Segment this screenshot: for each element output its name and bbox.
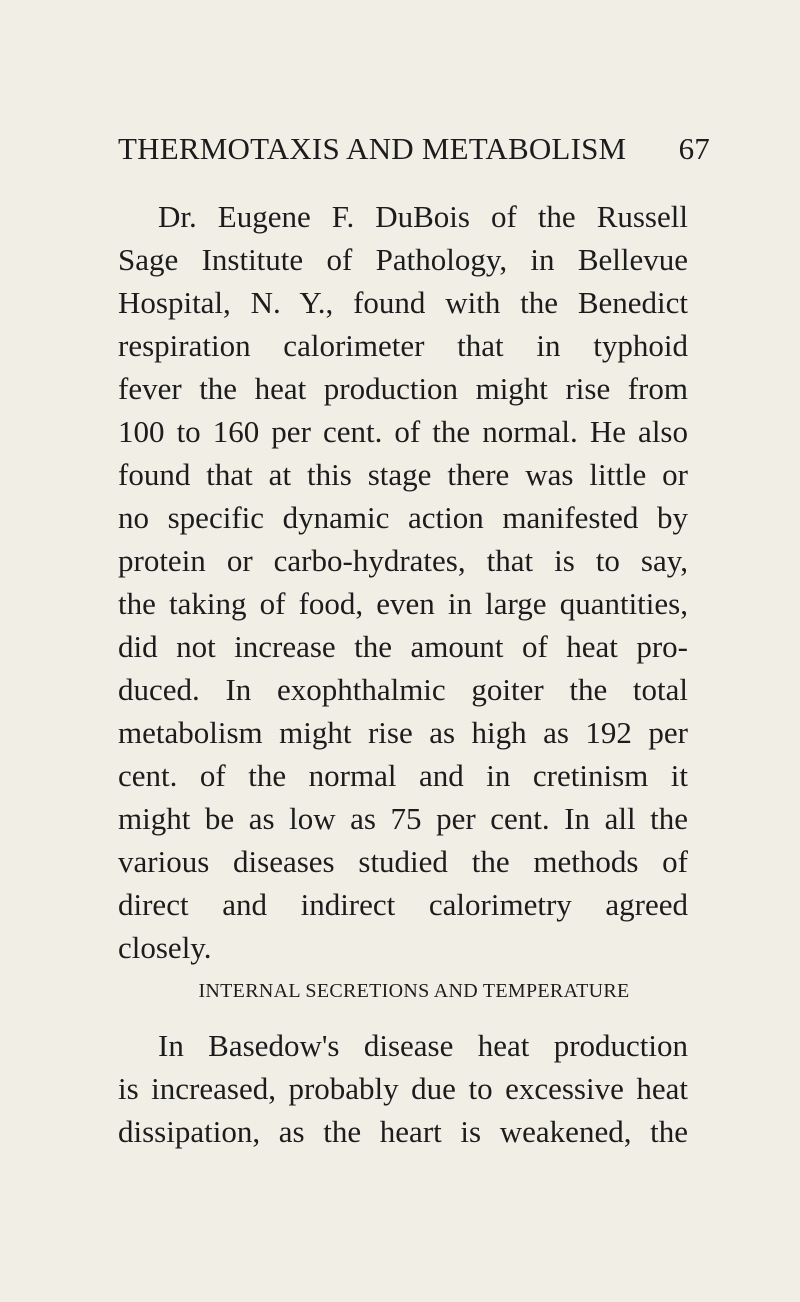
text-line: closely.	[118, 930, 212, 965]
text-line: dissipation, as the heart is weakened, the	[118, 1114, 688, 1149]
text-line: protein or carbo-hydrates, that is to say,	[118, 543, 688, 578]
page-number: 67	[678, 131, 710, 166]
text-line: is increased, probably due to excessive heat	[118, 1071, 688, 1106]
running-head	[118, 131, 710, 171]
section-heading: INTERNAL SECRETIONS AND TEMPERATURE	[198, 980, 630, 1002]
text-line: In Basedow's disease heat production	[158, 1028, 688, 1063]
text-line: metabolism might rise as high as 192 per	[118, 715, 688, 750]
text-line: Dr. Eugene F. DuBois of the Russell	[158, 199, 688, 234]
text-line: might be as low as 75 per cent. In all the	[118, 801, 688, 836]
text-line: did not increase the amount of heat pro-	[118, 629, 688, 664]
text-line: cent. of the normal and in cretinism it	[118, 758, 688, 793]
text-line: 100 to 160 per cent. of the normal. He also	[118, 414, 688, 449]
text-line: the taking of food, even in large quantities,	[118, 586, 688, 621]
text-line: Sage Institute of Pathology, in Bellevue	[118, 242, 688, 277]
text-line: direct and indirect calorimetry agreed	[118, 887, 688, 922]
text-line: various diseases studied the methods of	[118, 844, 688, 879]
running-head-title: THERMOTAXIS AND METABOLISM	[118, 131, 627, 166]
text-line: fever the heat production might rise from	[118, 371, 688, 406]
text-line: found that at this stage there was little or	[118, 457, 688, 492]
text-line: duced. In exophthalmic goiter the total	[118, 672, 688, 707]
text-line: respiration calorimeter that in typhoid	[118, 328, 688, 363]
text-line: no specific dynamic action manifested by	[118, 500, 688, 535]
text-line: Hospital, N. Y., found with the Benedict	[118, 285, 688, 320]
